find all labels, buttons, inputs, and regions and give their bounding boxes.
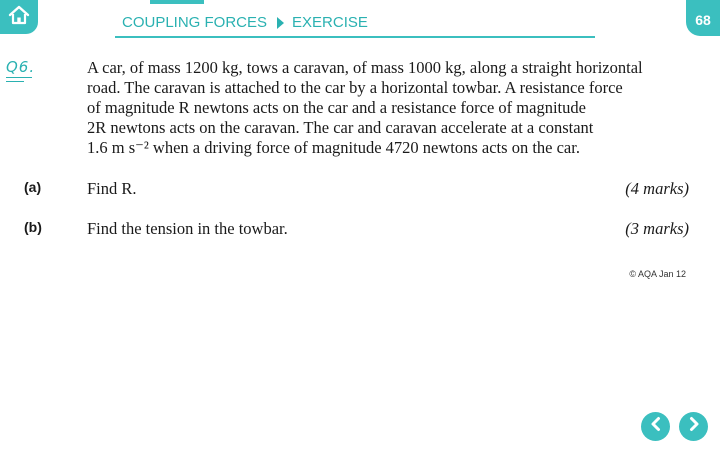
- breadcrumb-page: EXERCISE: [292, 14, 368, 31]
- next-page-button[interactable]: [679, 412, 708, 441]
- part-letter: (a): [24, 179, 42, 195]
- question-line: of magnitude R newtons acts on the car and a resistance force of magnitude: [87, 98, 586, 117]
- source-credit: © AQA Jan 12: [629, 269, 686, 279]
- chevron-left-icon: [649, 416, 663, 437]
- question-line: 2R newtons acts on the caravan. The car and caravan accelerate at a constant: [87, 118, 594, 137]
- chevron-right-icon: [687, 416, 701, 437]
- page-number: 68: [695, 12, 711, 28]
- question-line: 1.6 m s⁻² when a driving force of magnitude 4720 newtons acts on the car.: [87, 138, 580, 157]
- question-number: Q6.: [6, 58, 36, 76]
- part-text: Find R.: [87, 179, 137, 198]
- part-marks: (4 marks): [625, 179, 689, 198]
- question-line: road. The caravan is attached to the car by a horizontal towbar. A resistance force: [87, 78, 623, 97]
- previous-page-button[interactable]: [641, 412, 670, 441]
- question-number-underline-2: [6, 81, 24, 82]
- breadcrumb-section[interactable]: COUPLING FORCES: [122, 14, 268, 31]
- page-number-badge: [686, 0, 720, 36]
- home-button[interactable]: [0, 0, 38, 34]
- topic-tab-indicator: [150, 0, 204, 4]
- question-line: A car, of mass 1200 kg, tows a caravan, of mass 1000 kg, along a straight horizontal: [87, 58, 643, 77]
- part-marks: (3 marks): [625, 219, 689, 238]
- question-part-b: [0, 219, 720, 241]
- breadcrumb-arrow-icon: [277, 17, 284, 29]
- home-icon: [8, 5, 30, 30]
- part-text: Find the tension in the towbar.: [87, 219, 288, 238]
- part-letter: (b): [24, 219, 42, 235]
- question-text: [87, 58, 687, 158]
- question-number-underline: [6, 77, 32, 78]
- question-part-a: [0, 179, 720, 201]
- breadcrumb: [115, 12, 595, 38]
